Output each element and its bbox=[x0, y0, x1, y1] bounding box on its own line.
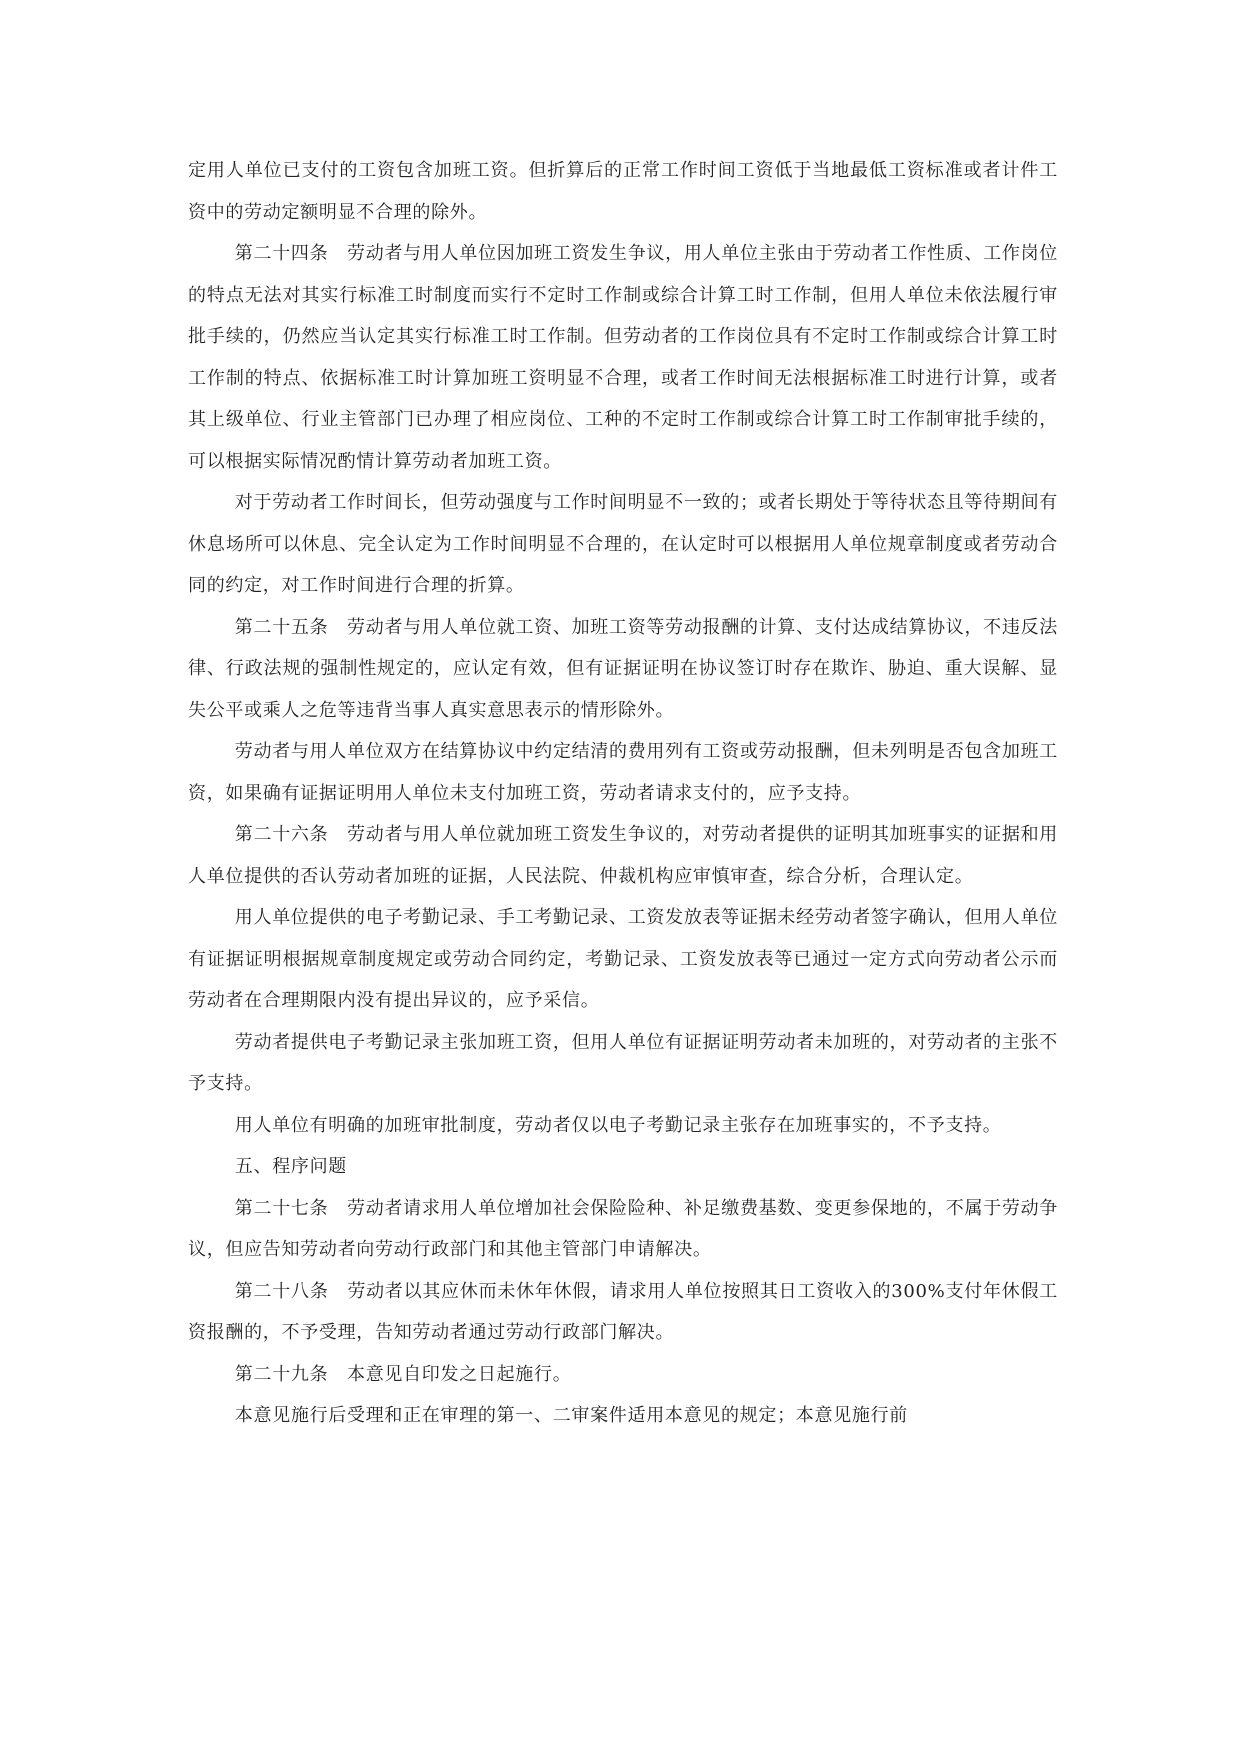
paragraph-article-26-electronic-records: 劳动者提供电子考勤记录主张加班工资，但用人单位有证据证明劳动者未加班的，对劳动者的主张不予支持。 bbox=[188, 1031, 1058, 1094]
paragraph-article-24: 第二十四条 劳动者与用人单位因加班工资发生争议，用人单位主张由于劳动者工作性质、工作岗位的特点无法对其实行标准工时制度而实行不定时工作制或综合计算工时工作制，但用人单位未依法履行审批手续的，仍然应当认定其实行标准工时工作制。但劳动者的工作岗位具有不定时工作制或综合计算工时工作制的特点、依据标准工时计算加班工资明显不合理，或者工作时间无法根据标准工时进行计算，或者其上级单位、行业主管部门已办理了相应岗位、工种的不定时工作制或综合计算工时工作制审批手续的，可以根据实际情况酌情计算劳动者加班工资。 bbox=[188, 243, 1058, 472]
paragraph-article-26: 第二十六条 劳动者与用人单位就加班工资发生争议的，对劳动者提供的证明其加班事实的证据和用人单位提供的否认劳动者加班的证据，人民法院、仲裁机构应审慎审查，综合分析，合理认定。 bbox=[188, 824, 1058, 887]
paragraph-continuation: 定用人单位已支付的工资包含加班工资。但折算后的正常工作时间工资低于当地最低工资标准或者计件工资中的劳动定额明显不合理的除外。 bbox=[188, 160, 1058, 223]
paragraph-article-25: 第二十五条 劳动者与用人单位就工资、加班工资等劳动报酬的计算、支付达成结算协议，不违反法律、行政法规的强制性规定的，应认定有效，但有证据证明在协议签订时存在欺诈、胁迫、重大误解、显失公平或乘人之危等违背当事人真实意思表示的情形除外。 bbox=[188, 616, 1058, 721]
paragraph-article-29-application: 本意见施行后受理和正在审理的第一、二审案件适用本意见的规定；本意见施行前 bbox=[234, 1405, 908, 1426]
paragraph-article-28: 第二十八条 劳动者以其应休而未休年休假，请求用人单位按照其日工资收入的300%支付年休假工资报酬的，不予受理，告知劳动者通过劳动行政部门解决。 bbox=[188, 1280, 1058, 1343]
document-body bbox=[188, 150, 1058, 1437]
paragraph-article-26-approval: 用人单位有明确的加班审批制度，劳动者仅以电子考勤记录主张存在加班事实的，不予支持。 bbox=[234, 1114, 1002, 1136]
paragraph-article-29: 第二十九条 本意见自印发之日起施行。 bbox=[234, 1363, 572, 1385]
paragraph-article-24-working-time: 对于劳动者工作时间长，但劳动强度与工作时间明显不一致的；或者长期处于等待状态且等待期间有休息场所可以休息、完全认定为工作时间明显不合理的，在认定时可以根据用人单位规章制度或者劳动合同的约定，对工作时间进行合理的折算。 bbox=[188, 492, 1058, 596]
paragraph-article-25-settlement: 劳动者与用人单位双方在结算协议中约定结清的费用列有工资或劳动报酬，但未列明是否包含加班工资，如果确有证据证明用人单位未支付加班工资，劳动者请求支付的，应予支持。 bbox=[188, 741, 1058, 804]
section-heading-procedure: 五、程序问题 bbox=[234, 1156, 347, 1177]
paragraph-article-27: 第二十七条 劳动者请求用人单位增加社会保险险种、补足缴费基数、变更参保地的，不属于劳动争议，但应告知劳动者向劳动行政部门和其他主管部门申请解决。 bbox=[188, 1197, 1058, 1260]
paragraph-article-26-attendance: 用人单位提供的电子考勤记录、手工考勤记录、工资发放表等证据未经劳动者签字确认，但用人单位有证据证明根据规章制度规定或劳动合同约定，考勤记录、工资发放表等已通过一定方式向劳动者公示而劳动者在合理期限内没有提出异议的，应予采信。 bbox=[188, 907, 1058, 1011]
